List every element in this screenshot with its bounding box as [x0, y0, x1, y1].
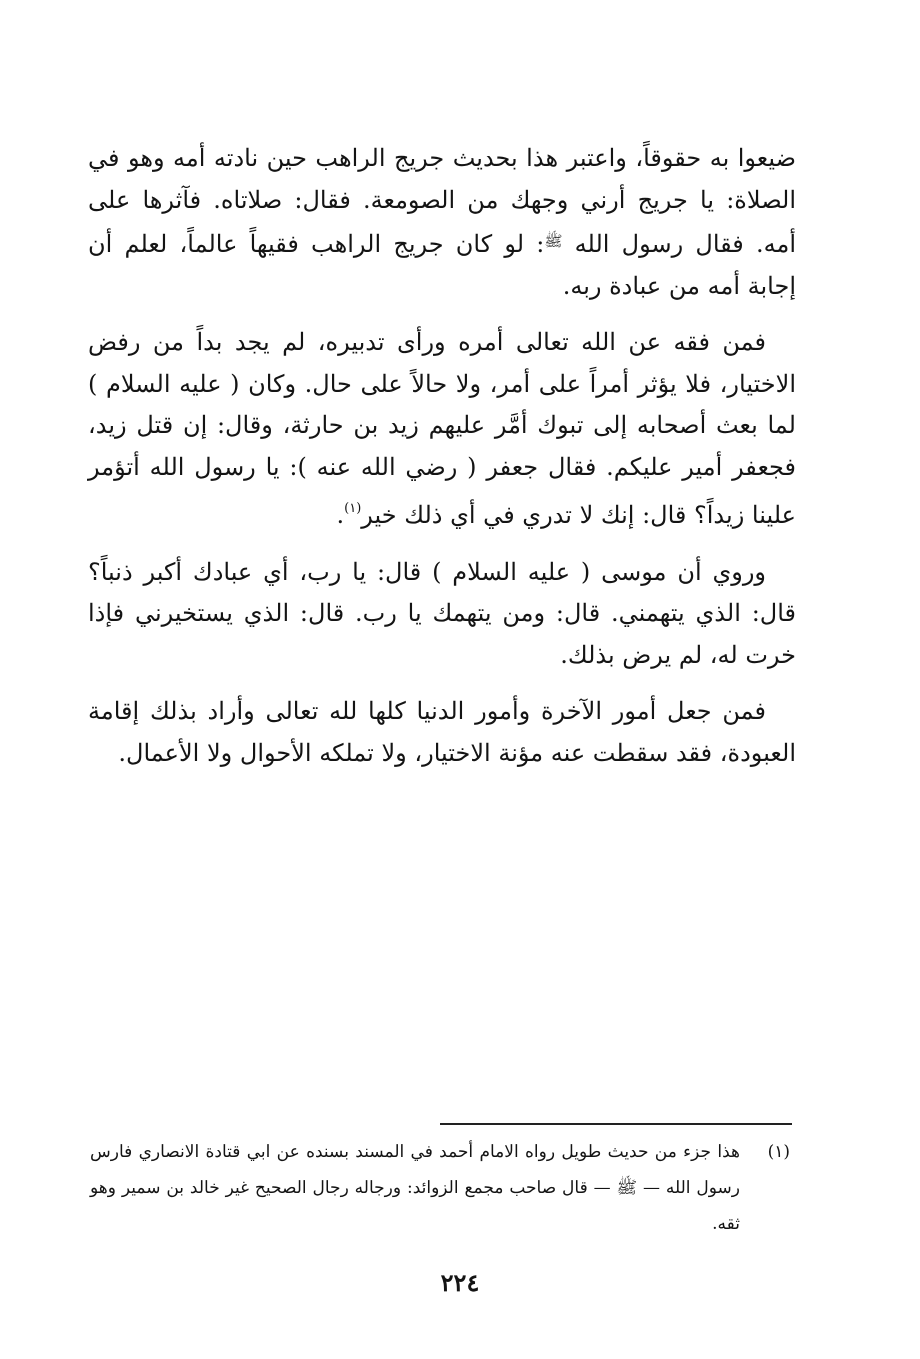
footnote-text: هذا جزء من حديث طويل رواه الامام أحمد في المسند بسنده عن ابي قتادة الانصاري فارس رسول الله —: [90, 1142, 740, 1198]
footnote-1: [90, 1134, 790, 1242]
paragraph-conclusion: فمن جعل أمور الآخرة وأمور الدنيا كلها لله تعالى وأراد بذلك إقامة العبودة، فقد سقطت عنه مؤنة الاختيار، ولا تملكه الأحوال ولا الأعمال.: [88, 697, 796, 767]
footnote-marker: (١): [767, 1142, 790, 1162]
footnote-reference: (١): [344, 501, 362, 516]
footnote-text: — قال صاحب مجمع الزوائد: ورجاله رجال الصحيح غير خالد بن سمير وهو ثقه.: [90, 1178, 740, 1234]
paragraph-text: : لو كان جريج الراهب فقيهاً عالماً، لعلم أن إجابة أمه من عبادة ربه.: [88, 230, 796, 300]
footnotes: [90, 1134, 790, 1242]
paragraph-musa: وروي أن موسى ( عليه السلام ) قال: يا رب، أي عبادك أكبر ذنباً؟ قال: الذي يتهمني. قال: ومن يتهمك يا رب. قال: الذي يستخيرني فإذا خرت له، لم يرض بذلك.: [88, 557, 796, 669]
footnote-separator: [440, 1123, 792, 1125]
honorific-salutation: ﷺ: [544, 232, 563, 250]
paragraph-text: فمن فقه عن الله تعالى أمره ورأى تدبيره، لم يجد بداً من رفض الاختيار، فلا يؤثر أمراً على أمر، ولا حالاً على حال. وكان ( عليه السلام ) لما بعث أصحابه إلى تبوك أمَّر عليهم زيد بن حارثة، وقال: إن قتل زيد، فجعفر أمير عليكم. فقال جعفر ( رضي الله عنه ): يا رسول الله أتؤمر علينا زيداً؟ قال: إنك لا تدري في أي ذلك خير: [88, 328, 796, 529]
main-text: [88, 138, 796, 789]
paragraph-jurayj: [88, 138, 796, 307]
page-number: ٢٢٤: [440, 1268, 480, 1297]
paragraph-text: .: [336, 501, 345, 529]
paragraph-text: ضيعوا به حقوقاً، واعتبر هذا بحديث جريج الراهب حين نادته أمه وهو في الصلاة: يا جريج أرني وجهك من الصومعة. فقال: صلاتاه. فآثرها على أمه. فقال رسول الله: [88, 144, 797, 258]
paragraph-tabuk: [88, 322, 796, 537]
honorific-salutation: ﷺ: [616, 1178, 638, 1198]
